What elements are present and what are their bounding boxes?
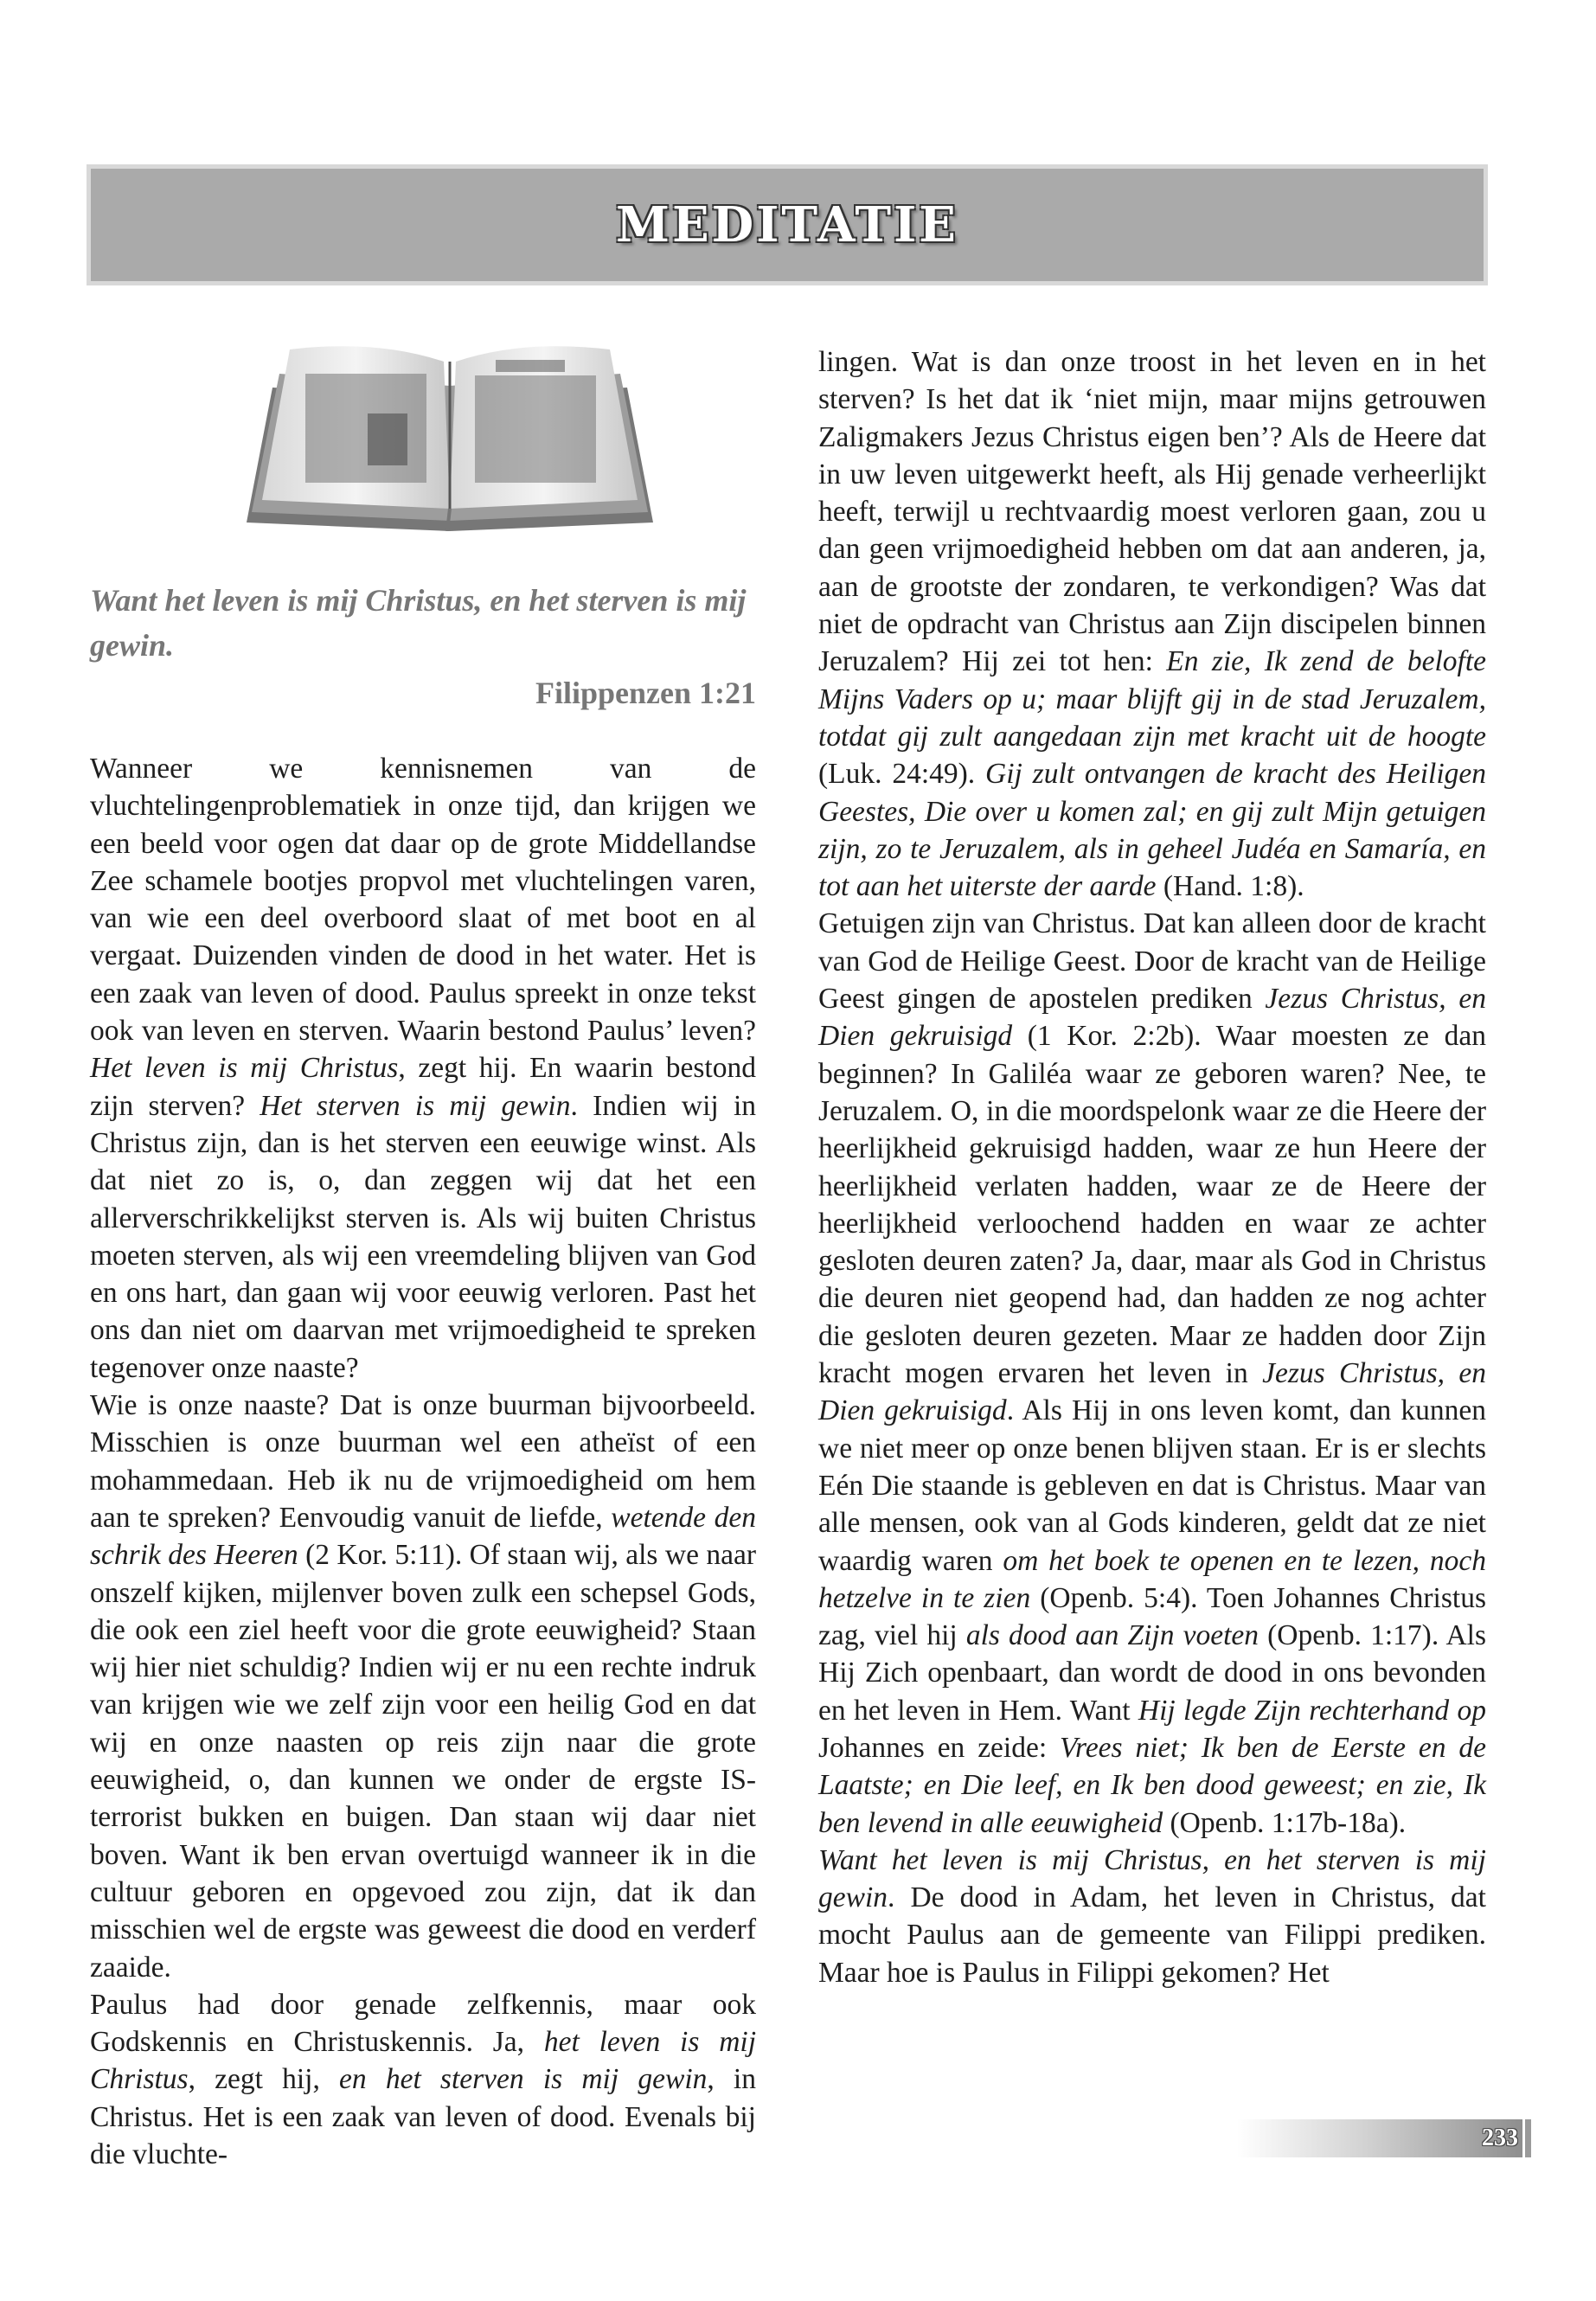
verse-reference: Filippenzen 1:21 xyxy=(535,676,756,710)
page-number: 233 xyxy=(1482,2125,1518,2151)
text-run: , zegt hij, xyxy=(188,2063,340,2096)
paragraph xyxy=(818,343,1486,905)
italic-run: het leven is mij Christus xyxy=(90,2026,756,2096)
text-run: , in Christus. Het is een zaak van leven of dood. Evenals bij die vluchte- xyxy=(90,2063,756,2170)
italic-run: Want het leven is mij Christus, en het sterven is mij gewin xyxy=(818,1843,1486,1914)
right-column xyxy=(818,343,1486,1991)
paragraph xyxy=(818,905,1486,1841)
header-banner xyxy=(87,164,1488,285)
text-run: (Openb. 1:17). Als Hij Zich openbaart, dan wordt de dood in ons bevonden en het leven in Hem. Want xyxy=(818,1619,1486,1727)
page-number-tick xyxy=(1525,2119,1531,2157)
page-title: MEDITATIE xyxy=(616,196,958,253)
text-run: Johannes en zeide: xyxy=(818,1731,1061,1764)
italic-run: Jezus Christus, en Dien gekruisigd xyxy=(818,983,1487,1053)
italic-run: wetende den schrik des Heeren xyxy=(90,1501,756,1572)
verse-quote: Want het leven is mij Christus, en het sterven is mij gewin. xyxy=(90,583,747,663)
text-run: . Als Hij in ons leven komt, dan kunnen we niet meer op onze benen blijven staan. Er is er slechts Eén Die staande is gebleven en dat is Christus. Maar van alle mensen, ook van al Gods kinderen, geldt dat ze niet waardig waren xyxy=(818,1394,1486,1577)
text-run: (1 Kor. 2:2b). Waar moesten ze dan beginnen? In Galiléa waar ze geboren waren? Nee, te Jeruzalem. O, in die moordspelonk waar ze die Heere der heerlijkheid gekruisigd hadden, waar ze hun Heere der heerlijkheid verlaten hadden, waar ze de Heere der heerlijkheid verloochend hadden en waar ze achter gesloten deuren zaten? Ja, daar, maar als God in Christus die deuren niet geopend had, dan hadden ze nog achter die gesloten deuren gezeten. Maar ze hadden door Zijn kracht mogen ervaren het leven in xyxy=(818,1020,1486,1390)
italic-run: om het boek te openen en te lezen, noch hetzelve in te zien xyxy=(818,1544,1486,1614)
italic-run: als dood aan Zijn voeten xyxy=(965,1619,1259,1652)
text-run: (Hand. 1:8). xyxy=(1156,870,1304,903)
paragraph xyxy=(90,1986,756,2173)
text-run: , zegt hij. En waarin bestond zijn sterven? xyxy=(90,1052,756,1122)
paragraph xyxy=(90,750,756,1387)
italic-run: Het leven is mij Christus xyxy=(90,1052,399,1085)
italic-run: en het sterven is mij gewin xyxy=(339,2063,708,2096)
text-run: (2 Kor. 5:11). Of staan wij, als we naar onszelf kijken, mijlenver boven zulk een schepsel Gods, die ook een ziel heeft voor die grote eeuwigheid? Staan wij hier niet schuldig? Indien wij er nu een rechte indruk van krijgen wie we zelf zijn voor een heilig God en dat wij en onze naasten op reis zijn naar die grote eeuwigheid, o, dan kunnen we onder de ergste IS-terrorist bukken en buigen. Dan staan wij daar niet boven. Want ik ben ervan overtuigd wanneer ik in die cultuur geboren en opgevoed zou zijn, dat ik dan misschien wel de ergste was geweest die dood en verderf zaaide. xyxy=(90,1539,756,1984)
text-run: . Indien wij in Christus zijn, dan is het sterven een eeuwige winst. Als dat niet zo is, o, dan zeggen wij dat het een allerverschrikkelijkst sterven is. Als wij buiten Christus moeten sterven, als wij een vreemdeling blijven van God en ons hart, dan gaan wij voor eeuwig verloren. Past het ons dan niet om daarvan met vrijmoedigheid te spreken tegenover onze naaste? xyxy=(90,1089,757,1384)
text-run: (Openb. 1:17b-18a). xyxy=(1163,1806,1407,1839)
text-run: Paulus had door genade zelfkennis, maar ook Godskennis en Christuskennis. Ja, xyxy=(90,1988,756,2059)
paragraph xyxy=(818,1842,1486,1991)
text-run: lingen. Wat is dan onze troost in het leven en in het sterven? Is het dat ik ‘niet mijn, maar mijns getrouwen Zaligmakers Jezus Christus eigen ben’? Als de Heere dat in uw leven uitgewerkt heeft, als Hij genade verheerlijkt heeft, terwijl u rechtvaardig moest verloren gaan, zou u dan geen vrijmoedigheid hebben om dat aan anderen, ja, aan de grootste der zondaren, te verkondigen? Was dat niet de opdracht van Christus aan Zijn discipelen binnen Jeruzalem? Hij zei tot hen: xyxy=(818,346,1486,678)
italic-run: Jezus Christus, en Dien gekruisigd xyxy=(818,1357,1486,1427)
italic-run: Vrees niet; Ik ben de Eerste en de Laatste; en Die leef, en Ik ben dood geweest; en zie, Ik ben levend in alle eeuwigheid xyxy=(818,1731,1486,1839)
left-column xyxy=(90,750,756,2173)
text-run: Wie is onze naaste? Dat is onze buurman bijvoorbeeld. Misschien is onze buurman wel een atheïst of een mohammedaan. Heb ik nu de vrijmoedigheid om hem aan te spreken? Eenvoudig vanuit de liefde, xyxy=(90,1389,756,1534)
paragraph xyxy=(90,1387,756,1986)
text-run: (Luk. 24:49). xyxy=(818,758,986,791)
italic-run: En zie, Ik zend de belofte Mijns Vaders op u; maar blijft gij in de stad Jeruzalem, totdat gij zult aangedaan zijn met kracht uit de hoogte xyxy=(818,645,1486,753)
text-run: (Openb. 5:4). Toen Johannes Christus zag, viel hij xyxy=(818,1581,1486,1652)
open-bible-icon xyxy=(238,339,662,531)
text-run: . De dood in Adam, het leven in Christus, dat mocht Paulus aan de gemeente van Filippi prediken. Maar hoe is Paulus in Filippi gekomen? Het xyxy=(818,1881,1486,1989)
text-run: Getuigen zijn van Christus. Dat kan alleen door de kracht van God de Heilige Geest. Door de kracht van de Heilige Geest gingen de apostelen prediken xyxy=(818,907,1486,1016)
italic-run: Het sterven is mij gewin xyxy=(260,1089,571,1122)
italic-run: Hij legde Zijn rechterhand op xyxy=(1138,1694,1486,1727)
italic-run: Gij zult ontvangen de kracht des Heiligen Geestes, Die over u komen zal; en gij zult Mijn getuigen zijn, zo te Jeruzalem, als in geheel Judéa en Samaría, en tot aan het uiterste der aarde xyxy=(818,758,1486,903)
text-run: Wanneer we kennisnemen van de vluchtelingenproblematiek in onze tijd, dan krijgen we een beeld voor ogen dat daar op de grote Middellandse Zee schamele bootjes propvol met vluchtelingen varen, van wie een deel overboord slaat of met boot en al vergaat. Duizenden vinden de dood in het water. Het is een zaak van leven of dood. Paulus spreekt in onze tekst ook van leven en sterven. Waarin bestond Paulus’ leven? xyxy=(90,753,756,1048)
